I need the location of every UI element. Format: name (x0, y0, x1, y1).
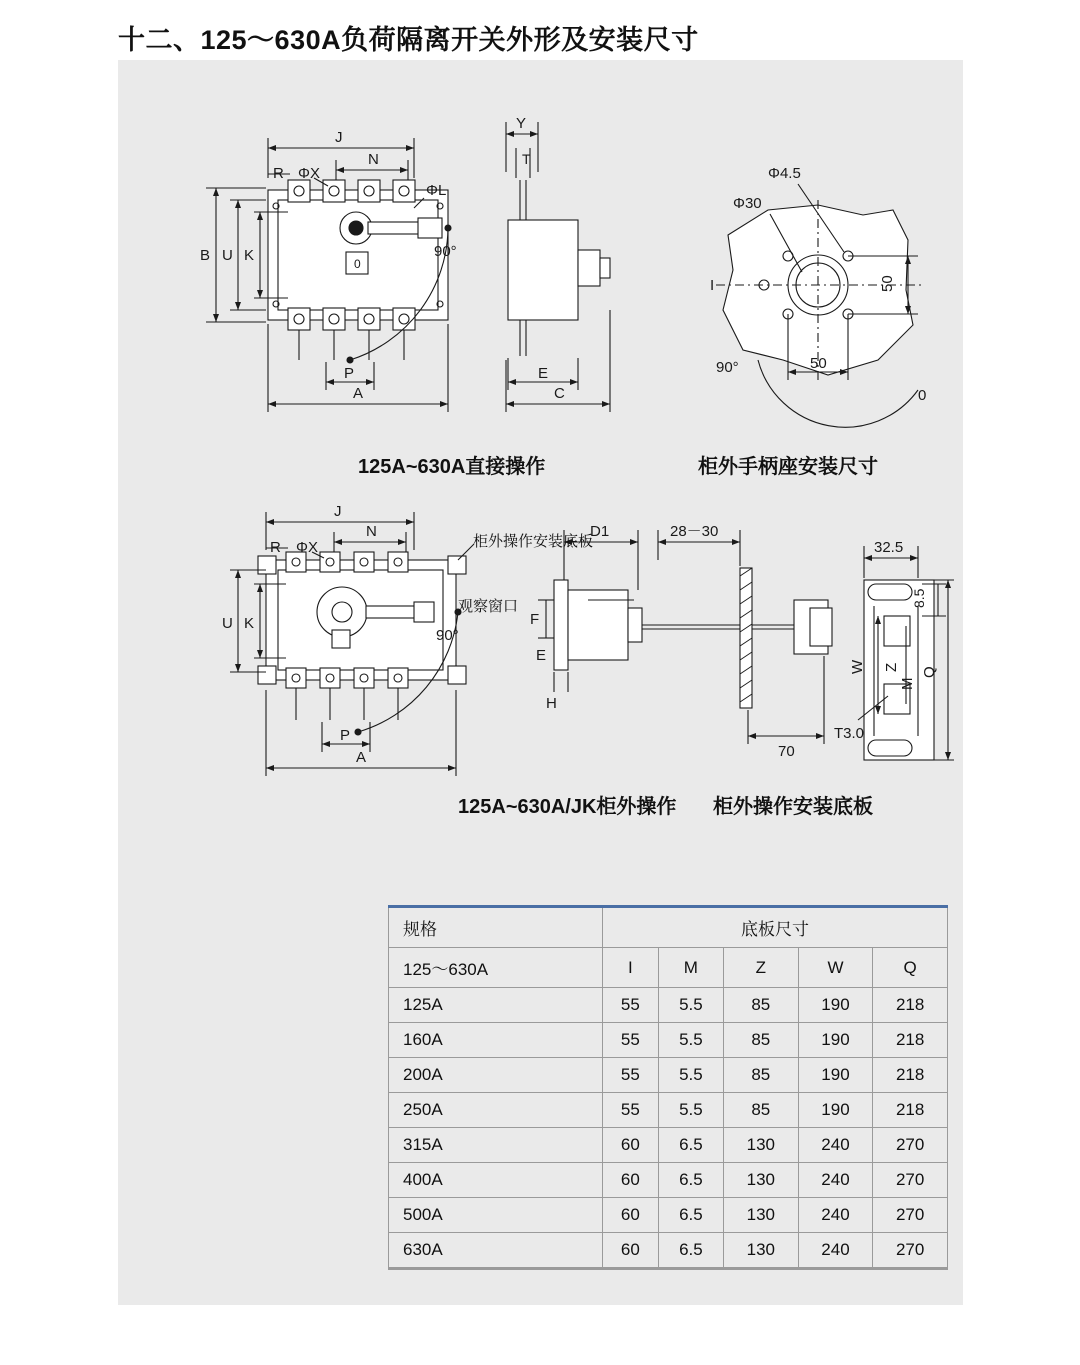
svg-text:0: 0 (354, 257, 361, 271)
svg-text:C: C (554, 385, 565, 402)
svg-text:E: E (538, 365, 549, 382)
cell-Q: 270 (873, 1128, 948, 1163)
table-row (389, 1163, 948, 1198)
cell-spec: 200A (389, 1058, 603, 1093)
cell-Q: 270 (873, 1233, 948, 1269)
figure-caption-external-operation: 125A~630A/JK柜外操作 (458, 796, 677, 818)
cell-Q: 218 (873, 1093, 948, 1128)
svg-text:90°: 90° (716, 359, 739, 376)
table-row (389, 1023, 948, 1058)
svg-text:K: K (244, 247, 255, 264)
cell-W: 240 (798, 1198, 873, 1233)
svg-text:Φ30: Φ30 (733, 195, 762, 212)
cell-W: 190 (798, 1058, 873, 1093)
svg-text:Q: Q (921, 666, 938, 678)
cell-spec: 315A (389, 1128, 603, 1163)
svg-text:K: K (244, 615, 255, 632)
cell-Z: 130 (723, 1163, 798, 1198)
svg-text:90°: 90° (434, 243, 457, 260)
svg-text:E: E (536, 647, 547, 664)
cell-I: 60 (603, 1233, 659, 1269)
figure-caption-direct-operation: 125A~630A直接操作 (358, 456, 546, 478)
svg-text:P: P (344, 365, 355, 382)
dimensions-table-wrap (388, 905, 948, 1270)
header-group: 底板尺寸 (603, 907, 948, 948)
svg-text:J: J (335, 129, 343, 146)
cell-spec: 400A (389, 1163, 603, 1198)
table-subheader-row (389, 948, 948, 988)
svg-text:N: N (368, 151, 379, 168)
cell-M: 6.5 (658, 1163, 723, 1198)
svg-text:32.5: 32.5 (874, 539, 904, 556)
cell-W: 190 (798, 1023, 873, 1058)
cell-spec: 125A (389, 988, 603, 1023)
svg-text:50: 50 (810, 355, 827, 372)
table-row (389, 1128, 948, 1163)
cell-M: 6.5 (658, 1128, 723, 1163)
svg-text:D1: D1 (590, 523, 610, 540)
table-row (389, 1058, 948, 1093)
cell-Z: 130 (723, 1233, 798, 1269)
subheader-Z: Z (723, 948, 798, 988)
svg-text:R: R (273, 165, 284, 182)
cell-Q: 218 (873, 1058, 948, 1093)
cell-I: 60 (603, 1198, 659, 1233)
svg-text:F: F (530, 611, 540, 628)
cell-I: 55 (603, 1093, 659, 1128)
cell-Z: 85 (723, 988, 798, 1023)
svg-text:N: N (366, 523, 377, 540)
cell-W: 190 (798, 988, 873, 1023)
figure-caption-mounting-plate: 柜外操作安装底板 (713, 796, 873, 818)
svg-text:ΦX: ΦX (298, 165, 320, 182)
cell-Q: 218 (873, 988, 948, 1023)
annotation-observation-window: 观察窗口 (458, 598, 519, 615)
cell-I: 55 (603, 1058, 659, 1093)
svg-text:28－30: 28－30 (670, 523, 719, 540)
cell-W: 240 (798, 1233, 873, 1269)
header-spec: 规格 (389, 907, 603, 948)
annotation-external-mounting-plate: 柜外操作安装底板 (473, 533, 594, 550)
svg-text:H: H (546, 695, 557, 712)
svg-text:M: M (899, 677, 916, 690)
cell-Q: 270 (873, 1163, 948, 1198)
svg-text:A: A (356, 749, 367, 766)
subheader-Q: Q (873, 948, 948, 988)
cell-W: 240 (798, 1163, 873, 1198)
cell-M: 6.5 (658, 1233, 723, 1269)
cell-spec: 250A (389, 1093, 603, 1128)
page-title: 十二、125～630A负荷隔离开关外形及安装尺寸 (118, 25, 699, 55)
cell-I: 60 (603, 1163, 659, 1198)
subheader-range: 125～630A (389, 948, 603, 988)
svg-text:Y: Y (516, 115, 527, 132)
svg-text:W: W (849, 659, 866, 674)
svg-text:8.5: 8.5 (911, 588, 927, 608)
svg-text:ΦX: ΦX (296, 539, 318, 556)
figure-caption-handle-base: 柜外手柄座安装尺寸 (698, 456, 878, 478)
cell-M: 5.5 (658, 988, 723, 1023)
table-row (389, 1233, 948, 1269)
cell-M: 5.5 (658, 1058, 723, 1093)
svg-text:50: 50 (879, 275, 896, 292)
cell-spec: 630A (389, 1233, 603, 1269)
svg-text:U: U (222, 615, 233, 632)
subheader-W: W (798, 948, 873, 988)
cell-M: 5.5 (658, 1023, 723, 1058)
cell-Z: 130 (723, 1128, 798, 1163)
cell-W: 190 (798, 1093, 873, 1128)
table-header-row (389, 907, 948, 948)
cell-I: 55 (603, 988, 659, 1023)
subheader-M: M (658, 948, 723, 988)
svg-text:A: A (353, 385, 364, 402)
svg-text:70: 70 (778, 743, 795, 760)
drawing-panel (118, 60, 963, 1305)
svg-text:Φ4.5: Φ4.5 (768, 165, 801, 182)
svg-text:T3.0: T3.0 (834, 725, 865, 742)
table-row (389, 1198, 948, 1233)
cell-Z: 85 (723, 1058, 798, 1093)
svg-text:B: B (200, 247, 211, 264)
dimensions-table (388, 905, 948, 1270)
cell-Z: 85 (723, 1023, 798, 1058)
svg-text:I: I (710, 277, 715, 294)
cell-W: 240 (798, 1128, 873, 1163)
cell-spec: 500A (389, 1198, 603, 1233)
cell-Z: 85 (723, 1093, 798, 1128)
subheader-I: I (603, 948, 659, 988)
cell-Z: 130 (723, 1198, 798, 1233)
table-row (389, 988, 948, 1023)
cell-Q: 218 (873, 1023, 948, 1058)
svg-text:90°: 90° (436, 627, 459, 644)
svg-text:0: 0 (918, 387, 927, 404)
svg-text:J: J (334, 503, 342, 520)
cell-M: 5.5 (658, 1093, 723, 1128)
svg-text:ΦL: ΦL (426, 182, 447, 199)
cell-spec: 160A (389, 1023, 603, 1058)
cell-M: 6.5 (658, 1198, 723, 1233)
cell-I: 60 (603, 1128, 659, 1163)
table-row (389, 1093, 948, 1128)
svg-text:R: R (270, 539, 281, 556)
svg-text:P: P (340, 727, 351, 744)
svg-text:U: U (222, 247, 233, 264)
svg-text:T: T (522, 151, 531, 167)
svg-text:Z: Z (883, 662, 900, 672)
cell-Q: 270 (873, 1198, 948, 1233)
cell-I: 55 (603, 1023, 659, 1058)
